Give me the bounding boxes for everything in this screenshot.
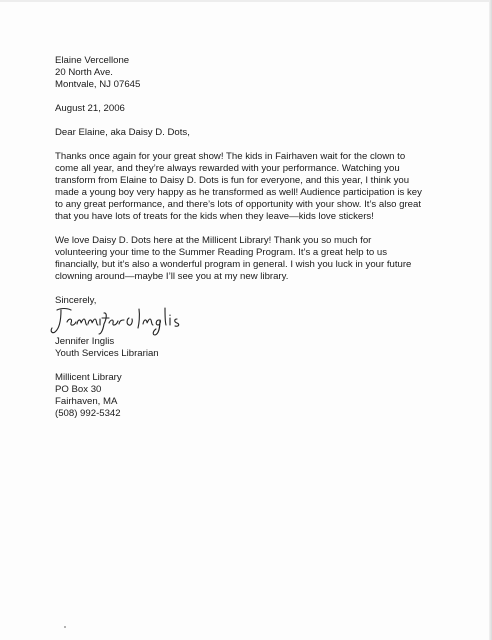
paragraph-2-line: financially, but it’s also a wonderful program in general. I wish you luck in your future <box>55 259 412 270</box>
paragraph-1-line: that you have lots of treats for the kids when they leave—kids love stickers! <box>55 211 374 222</box>
library-name: Millicent Library <box>55 372 122 383</box>
recipient-name: Elaine Vercellone <box>55 55 130 66</box>
paragraph-2-line: clowning around—maybe I’ll see you at my new library. <box>55 271 289 282</box>
salutation: Dear Elaine, aka Daisy D. Dots, <box>55 127 190 138</box>
closing: Sincerely, <box>55 295 97 306</box>
handwritten-signature <box>55 308 475 336</box>
library-city: Fairhaven, MA <box>55 396 118 407</box>
library-address <box>55 372 475 420</box>
paragraph-2 <box>55 235 475 283</box>
scan-edge-top <box>0 0 492 2</box>
paragraph-1-line: transform from Elaine to Daisy D. Dots is fun for everyone, and this year, I think you <box>55 175 410 186</box>
signer-title: Youth Services Librarian <box>55 348 159 359</box>
scan-speck <box>64 626 66 628</box>
paragraph-1-line: come all year, and they’re always rewarded with your performance. Watching you <box>55 163 400 174</box>
recipient-address <box>55 55 475 91</box>
paragraph-1-line: to any great performance, and there’s lots of opportunity with your show. It’s also great <box>55 199 422 210</box>
signer-name: Jennifer Inglis <box>55 336 115 347</box>
letter-body <box>55 55 475 420</box>
recipient-city: Montvale, NJ 07645 <box>55 79 141 90</box>
library-phone: (508) 992-5342 <box>55 408 121 419</box>
signature-image <box>47 304 227 338</box>
paragraph-1-line: Thanks once again for your great show! The kids in Fairhaven wait for the clown to <box>55 151 406 162</box>
recipient-street: 20 North Ave. <box>55 67 113 78</box>
library-po-box: PO Box 30 <box>55 384 102 395</box>
paragraph-1-line: made a young boy very happy as he transformed as well! Audience participation is key <box>55 187 422 198</box>
paragraph-1 <box>55 151 475 223</box>
paragraph-2-line: volunteering your time to the Summer Reading Program. It’s a great help to us <box>55 247 388 258</box>
paragraph-2-line: We love Daisy D. Dots here at the Millicent Library! Thank you so much for <box>55 235 372 246</box>
letter-date: August 21, 2006 <box>55 103 125 114</box>
